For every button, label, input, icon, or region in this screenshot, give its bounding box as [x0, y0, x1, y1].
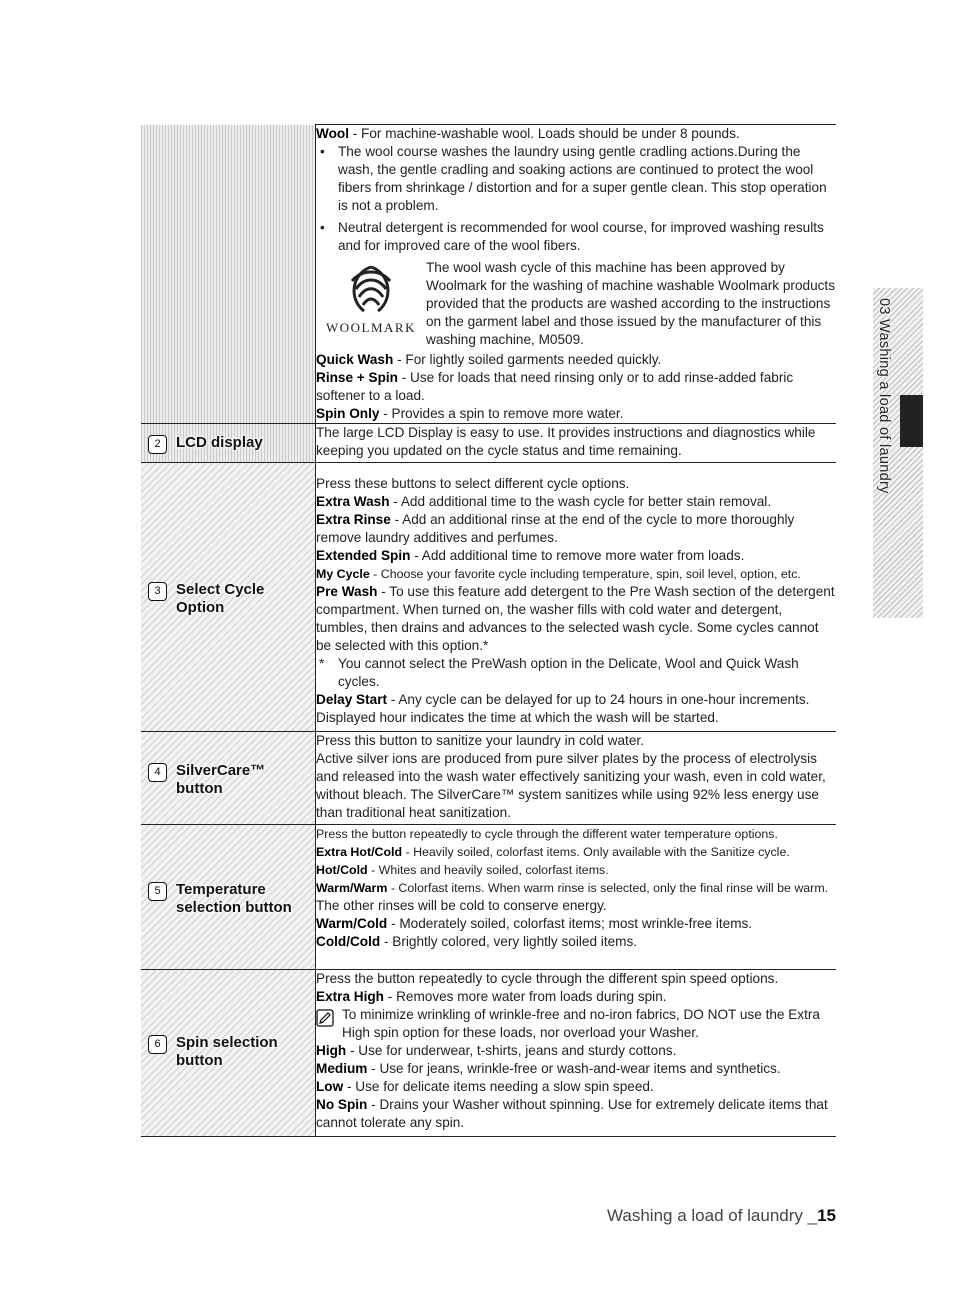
- spin-only-title: Spin Only: [316, 406, 380, 421]
- row-label-cell: [141, 125, 316, 424]
- chapter-side-tab: [873, 288, 923, 618]
- cold-cold-paragraph: [316, 933, 836, 951]
- extra-hot-paragraph: [316, 843, 836, 861]
- prewash-title: Pre Wash: [316, 584, 378, 599]
- wool-paragraph: [316, 125, 836, 143]
- quick-wash-title: Quick Wash: [316, 352, 394, 367]
- row-content-cell: [316, 825, 837, 970]
- woolmark-block: [316, 259, 836, 349]
- temperature-label: [148, 881, 292, 917]
- extended-spin-text: - Add additional time to remove more water from loads.: [410, 548, 745, 563]
- low-text: - Use for delicate items needing a slow spin speed.: [343, 1079, 654, 1094]
- delay-start-paragraph: [316, 691, 836, 727]
- wool-bullet-1: • The wool course washes the laundry using gentle cradling actions.During the wash, the gentle cradling and soaking actions are continued to protect the wool fibers from shrinkage / distortion and for a super gentle clean. This stop operation is not a problem.: [316, 143, 836, 215]
- row-silvercare: [141, 732, 836, 825]
- prewash-footnote: [316, 655, 836, 691]
- select-cycle-label: [148, 581, 264, 617]
- lcd-display-title: LCD display: [176, 434, 263, 451]
- medium-text: - Use for jeans, wrinkle-free or wash-and-wear items and synthetics.: [367, 1061, 781, 1076]
- hot-cold-text: - Whites and heavily soiled, colorfast items.: [367, 863, 609, 877]
- my-cycle-paragraph: [316, 565, 836, 583]
- spin-selection-title-line1: Spin selection: [176, 1034, 278, 1051]
- rinse-spin-paragraph: [316, 369, 836, 405]
- warm-warm-text: - Colorfast items. When warm rinse is selected, only the final rinse will be warm.: [387, 881, 829, 895]
- extra-wash-paragraph: [316, 493, 836, 511]
- my-cycle-text: - Choose your favorite cycle including temperature, spin, soil level, option, etc.: [369, 567, 801, 581]
- delay-start-text: - Any cycle can be delayed for up to 24 hours in one-hour increments. Displayed hour indicates the time at which the wash will be started.: [316, 692, 810, 725]
- delay-start-title: Delay Start: [316, 692, 388, 707]
- low-title: Low: [316, 1079, 344, 1094]
- temperature-intro: Press the button repeatedly to cycle through the different water temperature options.: [316, 827, 778, 841]
- cold-cold-text: - Brightly colored, very lightly soiled items.: [380, 934, 638, 949]
- no-spin-title: No Spin: [316, 1097, 368, 1112]
- row-content-cell: [316, 732, 837, 825]
- medium-title: Medium: [316, 1061, 368, 1076]
- row-label-cell: [141, 732, 316, 825]
- silvercare-line1: Press this button to sanitize your laundry in cold water.: [316, 733, 644, 748]
- high-paragraph: [316, 1042, 836, 1060]
- temperature-title-line2: selection button: [176, 899, 292, 916]
- no-spin-paragraph: [316, 1096, 836, 1132]
- extended-spin-paragraph: [316, 547, 836, 565]
- rinse-spin-text: - Use for loads that need rinsing only or to add rinse-added fabric softener to a load.: [316, 370, 794, 403]
- high-text: - Use for underwear, t-shirts, jeans and sturdy cottons.: [346, 1043, 677, 1058]
- my-cycle-title: My Cycle: [316, 567, 370, 581]
- row-wash-cycles: [141, 125, 836, 424]
- rinse-spin-title: Rinse + Spin: [316, 370, 398, 385]
- hot-cold-paragraph: [316, 861, 836, 879]
- silvercare-label: [148, 762, 265, 798]
- select-cycle-title-line2: Option: [176, 599, 225, 616]
- woolmark-wordmark: WOOLMARK: [326, 320, 416, 335]
- item-number-badge: 6: [148, 1035, 167, 1054]
- extra-high-paragraph: [316, 988, 836, 1006]
- item-number-badge: 4: [148, 763, 167, 782]
- chapter-marker-block: [900, 395, 923, 447]
- row-temperature: [141, 825, 836, 970]
- prewash-text: - To use this feature add detergent to the Pre Wash section of the detergent compartment. When turned on, the washer fills with cold water and detergent, tumbles, then drains and advances to the selected wash cycle. Some cycles cannot be selected with this option.*: [316, 584, 835, 653]
- extra-hot-title: Extra Hot/Cold: [316, 845, 403, 859]
- row-label-cell: [141, 424, 316, 463]
- quick-wash-text: - For lightly soiled garments needed quickly.: [393, 352, 662, 367]
- warm-warm-paragraph: [316, 879, 836, 897]
- row-content-cell: [316, 463, 837, 732]
- extra-high-text: - Removes more water from loads during spin.: [383, 989, 667, 1004]
- row-content-cell: [316, 125, 837, 424]
- feature-table: [141, 124, 836, 1137]
- woolmark-icon: [342, 259, 400, 319]
- footnote-text: You cannot select the PreWash option in the Delicate, Wool and Quick Wash cycles.: [338, 656, 799, 689]
- spin-only-text: - Provides a spin to remove more water.: [379, 406, 624, 421]
- wool-bullet-2: • Neutral detergent is recommended for wool course, for improved washing results and for improved care of the wool fibers.: [316, 219, 836, 255]
- item-number-badge: 3: [148, 582, 167, 601]
- silvercare-line2: Active silver ions are produced from pure silver plates by the process of electrolysis and released into the wash water effectively sanitizing your wash, even in cold water, without bleach. The SilverCare™ system sanitizes while using 92% less energy use than traditional heat sanitization.: [316, 751, 826, 820]
- wool-text: - For machine-washable wool. Loads should be under 8 pounds.: [348, 126, 740, 141]
- wool-title: Wool: [316, 126, 349, 141]
- extra-rinse-title: Extra Rinse: [316, 512, 391, 527]
- quick-wash-paragraph: [316, 351, 836, 369]
- temperature-title-line1: Temperature: [176, 881, 266, 898]
- footnote-marker: *: [319, 656, 325, 671]
- low-paragraph: [316, 1078, 836, 1096]
- other-rinses-text: The other rinses will be cold to conserve energy.: [316, 898, 607, 913]
- row-label-cell: [141, 825, 316, 970]
- spin-note-text: To minimize wrinkling of wrinkle-free and no-iron fabrics, DO NOT use the Extra High spin option for these loads, nor overload your Washer.: [342, 1007, 820, 1040]
- no-spin-text: - Drains your Washer without spinning. Use for extremely delicate items that cannot tolerate any spin.: [316, 1097, 828, 1130]
- extra-high-title: Extra High: [316, 989, 384, 1004]
- row-label-cell: [141, 463, 316, 732]
- warm-cold-text: - Moderately soiled, colorfast items; most wrinkle-free items.: [387, 916, 753, 931]
- hot-cold-title: Hot/Cold: [316, 863, 368, 877]
- spin-selection-title-line2: button: [176, 1052, 223, 1069]
- select-cycle-title: [176, 581, 264, 617]
- extra-rinse-paragraph: [316, 511, 836, 547]
- cold-cold-title: Cold/Cold: [316, 934, 381, 949]
- note-pencil-icon: [316, 1009, 334, 1027]
- row-spin-selection: [141, 970, 836, 1137]
- spin-only-paragraph: [316, 405, 836, 423]
- chapter-side-label: 03 Washing a load of laundry: [876, 298, 892, 494]
- item-number-badge: 5: [148, 882, 167, 901]
- select-intro: Press these buttons to select different cycle options.: [316, 476, 630, 491]
- row-lcd-display: [141, 424, 836, 463]
- extra-wash-text: - Add additional time to the wash cycle for better stain removal.: [389, 494, 772, 509]
- spin-intro: Press the button repeatedly to cycle through the different spin speed options.: [316, 971, 779, 986]
- silvercare-title: [176, 762, 265, 798]
- extra-hot-text: - Heavily soiled, colorfast items. Only available with the Sanitize cycle.: [402, 845, 790, 859]
- spin-selection-title: [176, 1034, 278, 1070]
- woolmark-text: The wool wash cycle of this machine has been approved by Woolmark for the washing of machine washable Woolmark products provided that the products are washed according to the instructions on the garment label and those issued by the manufacturer of this washing machine, M0509.: [426, 260, 836, 347]
- prewash-paragraph: [316, 583, 836, 655]
- spin-selection-label: [148, 1034, 278, 1070]
- woolmark-logo: [316, 259, 426, 349]
- extended-spin-title: Extended Spin: [316, 548, 411, 563]
- silvercare-title-line2: button: [176, 780, 223, 797]
- row-label-cell: [141, 970, 316, 1137]
- row-select-cycle-option: [141, 463, 836, 732]
- page-number: 15: [817, 1206, 836, 1225]
- medium-paragraph: [316, 1060, 836, 1078]
- lcd-description: The large LCD Display is easy to use. It provides instructions and diagnostics while keeping you updated on the cycle status and time remaining.: [316, 425, 816, 458]
- warm-cold-title: Warm/Cold: [316, 916, 388, 931]
- warm-warm-title: Warm/Warm: [316, 881, 388, 895]
- extra-wash-title: Extra Wash: [316, 494, 390, 509]
- select-cycle-title-line1: Select Cycle: [176, 581, 265, 598]
- feature-table-wrapper: [141, 124, 836, 1137]
- silvercare-title-line1: SilverCare™: [176, 762, 266, 779]
- lcd-display-label: [148, 434, 263, 454]
- item-number-badge: 2: [148, 435, 167, 454]
- row-content-cell: [316, 970, 837, 1137]
- extra-rinse-text: - Add an additional rinse at the end of the cycle to more thoroughly remove laundry additives and perfumes.: [316, 512, 795, 545]
- footer-title: Washing a load of laundry _: [606, 1206, 818, 1225]
- high-title: High: [316, 1043, 347, 1058]
- warm-cold-paragraph: [316, 915, 836, 933]
- spin-note: [316, 1006, 836, 1042]
- temperature-title: [176, 881, 292, 917]
- row-content-cell: [316, 424, 837, 463]
- page-footer: [607, 1206, 836, 1226]
